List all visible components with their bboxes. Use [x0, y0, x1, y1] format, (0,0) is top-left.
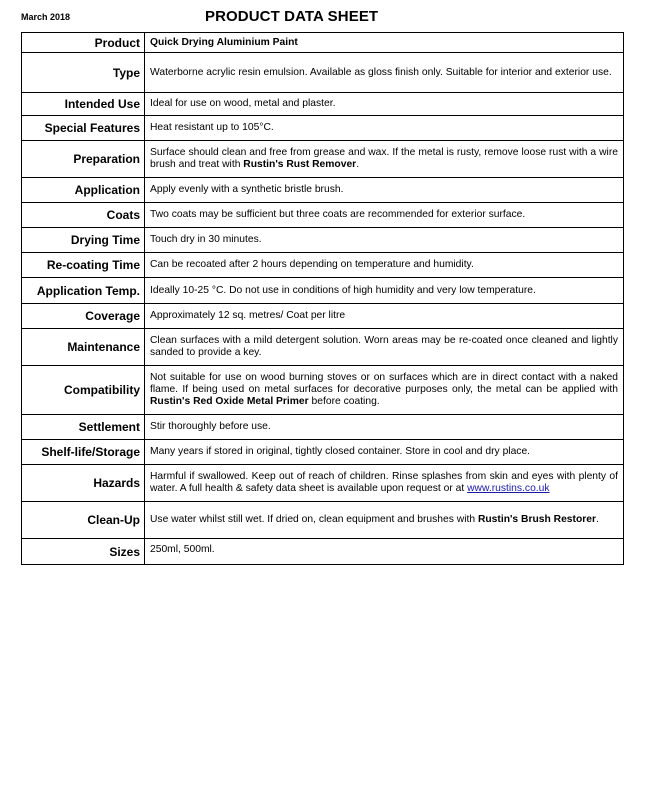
- product-reference: Rustin's Rust Remover: [243, 159, 357, 170]
- row-value: Two coats may be sufficient but three coats are recommended for exterior surface.: [145, 203, 624, 228]
- row-value: [145, 141, 624, 178]
- value-text-end: .: [356, 159, 360, 170]
- row-value: Approximately 12 sq. metres/ Coat per litre: [145, 304, 624, 329]
- row-value: Touch dry in 30 minutes.: [145, 228, 624, 253]
- row-label: Sizes: [22, 539, 145, 565]
- table-row-application: [22, 178, 624, 203]
- table-row-shelf-life-storage: [22, 440, 624, 465]
- row-label: Compatibility: [22, 366, 145, 415]
- table-row-recoating-time: [22, 253, 624, 278]
- product-data-table: [21, 32, 624, 565]
- row-label: Preparation: [22, 141, 145, 178]
- value-text: Use water whilst still wet. If dried on, clean equipment and brushes with: [150, 514, 478, 525]
- table-row-type: [22, 53, 624, 93]
- row-value: Quick Drying Aluminium Paint: [145, 33, 624, 53]
- row-value: Waterborne acrylic resin emulsion. Available as gloss finish only. Suitable for interior and exterior use.: [145, 53, 624, 93]
- row-label: Special Features: [22, 116, 145, 141]
- row-value: Many years if stored in original, tightly closed container. Store in cool and dry place.: [145, 440, 624, 465]
- website-link[interactable]: www.rustins.co.uk: [467, 483, 550, 494]
- table-row-sizes: [22, 539, 624, 565]
- row-value: [145, 502, 624, 539]
- row-label: Application: [22, 178, 145, 203]
- value-text: Not suitable for use on wood burning stoves or on surfaces which are in direct contact with a naked flame. If being used on metal surfaces for decorative purposes only, the metal can be applied with: [150, 372, 618, 395]
- row-value: Stir thoroughly before use.: [145, 415, 624, 440]
- row-label: Re-coating Time: [22, 253, 145, 278]
- row-label: Coverage: [22, 304, 145, 329]
- value-text-end: .: [595, 514, 599, 525]
- table-row-product: [22, 33, 624, 53]
- row-label: Hazards: [22, 465, 145, 502]
- product-reference: Rustin's Red Oxide Metal Primer: [150, 396, 309, 407]
- row-value: Apply evenly with a synthetic bristle brush.: [145, 178, 624, 203]
- table-row-settlement: [22, 415, 624, 440]
- table-row-drying-time: [22, 228, 624, 253]
- row-value: Can be recoated after 2 hours depending on temperature and humidity.: [145, 253, 624, 278]
- row-label: Drying Time: [22, 228, 145, 253]
- value-text: Harmful if swallowed. Keep out of reach of children. Rinse splashes from skin and eyes with plenty of water. A full health & safety data sheet is available upon request or at: [150, 471, 618, 494]
- row-value: Ideal for use on wood, metal and plaster.: [145, 93, 624, 116]
- table-row-coats: [22, 203, 624, 228]
- document-date: March 2018: [21, 12, 71, 22]
- table-row-coverage: [22, 304, 624, 329]
- row-label: Type: [22, 53, 145, 93]
- table-row-special-features: [22, 116, 624, 141]
- document-title: PRODUCT DATA SHEET: [205, 8, 379, 25]
- row-value: [145, 465, 624, 502]
- row-label: Coats: [22, 203, 145, 228]
- table-row-application-temp: [22, 278, 624, 304]
- product-reference: Rustin's Brush Restorer: [477, 514, 596, 525]
- row-label: Intended Use: [22, 93, 145, 116]
- table-row-intended-use: [22, 93, 624, 116]
- row-value: [145, 366, 624, 415]
- table-row-preparation: [22, 141, 624, 178]
- table-row-compatibility: [22, 366, 624, 415]
- row-label: Application Temp.: [22, 278, 145, 304]
- row-value: Ideally 10-25 °C. Do not use in conditions of high humidity and very low temperature.: [145, 278, 624, 304]
- row-value: Heat resistant up to 105°C.: [145, 116, 624, 141]
- row-label: Product: [22, 33, 145, 53]
- row-value: 250ml, 500ml.: [145, 539, 624, 565]
- row-label: Settlement: [22, 415, 145, 440]
- row-label: Clean-Up: [22, 502, 145, 539]
- row-label: Maintenance: [22, 329, 145, 366]
- value-text-end: before coating.: [308, 396, 380, 407]
- table-row-clean-up: [22, 502, 624, 539]
- row-value: Clean surfaces with a mild detergent solution. Worn areas may be re-coated once cleaned and lightly sanded to provide a key.: [145, 329, 624, 366]
- table-row-maintenance: [22, 329, 624, 366]
- value-text: Surface should clean and free from grease and wax. If the metal is rusty, remove loose rust with a wire brush and treat with: [150, 147, 618, 170]
- row-label: Shelf-life/Storage: [22, 440, 145, 465]
- table-row-hazards: [22, 465, 624, 502]
